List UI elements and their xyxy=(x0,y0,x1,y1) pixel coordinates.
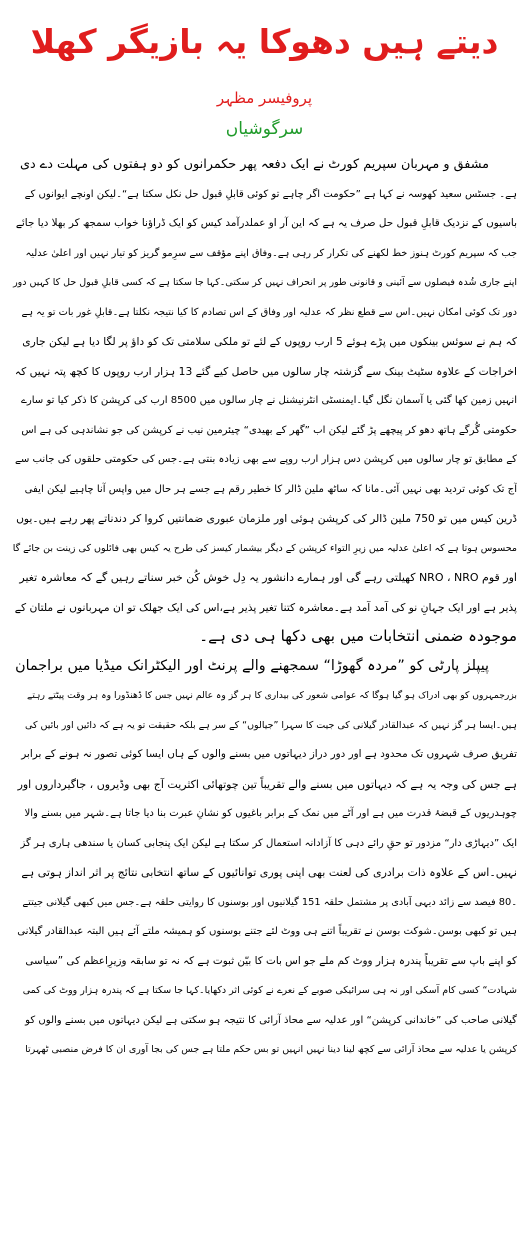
body-line: ۔80 فیصد سے زائد دیہی آبادی پر مشتمل حلقہ 151 گیلانیوں اور بوسنوں کا روایتی حلقہ ہے۔جس میں کبھی گیلانی جیتتے xyxy=(22,896,517,908)
body-line: حکومتی گُرگے ہاتھ دھو کر پیچھے پڑ گئے لیکن اب ”گھر کے بھیدی“ چیئرمین نیب نے کرپشن کی جو نشاندہی کی ہے اس xyxy=(21,424,517,436)
body-line: موجودہ ضمنی انتخابات میں بھی دکھا ہی دی ہے۔ xyxy=(199,627,517,645)
body-line: باسیوں کے نزدیک قابلِ قبول حل صرف یہ ہے کہ این آر او عملدرآمد کیس کو ایک ڈراؤنا خواب سمجھ کر بھلا دیا جائے xyxy=(15,217,517,229)
body-line: ڈرین کیس میں تو 750 ملین ڈالر کی کرپشن ہوئی اور ملزمان عبوری ضمانتیں کروا کر دندناتے پھر رہے ہیں۔یوں xyxy=(16,512,517,525)
body-line: ہیں۔ایسا ہر گز نہیں کہ عبدالقادر گیلانی کی جیت کا سہرا ”جیالوں“ کے سر ہے بلکہ حقیقت تو یہ ہے کہ دائیں اور بائیں کی xyxy=(25,719,517,731)
headline: دیتے ہیں دھوکا یہ بازیگر کھلا xyxy=(30,22,499,61)
body-line: تفریق صرف شہروں تک محدود ہے اور دور دراز دیہاتوں میں بسنے والوں کے ہاں ایسا کوئی تصور نہ ہونے کے برابر xyxy=(21,748,517,760)
body-line: ہے۔ جسٹس سعید کھوسہ نے کہا ہے ”حکومت اگر چاہے تو کوئی قابلِ قبول حل نکل سکتا ہے“۔لیکن اونچے ایوانوں کے xyxy=(24,188,517,200)
body-line: ہیں تو کبھی بوسن۔شوکت بوسن نے تقریباً اتنے ہی ووٹ لئے جتنے بوسنوں کو ہمیشہ ملتے آئے ہیں البتہ عبدالقادر گیلانی xyxy=(17,926,517,937)
body-line: پذیر ہے اور ایک جہانِ نو کی آمد آمد ہے۔معاشرہ کتنا تغیر پذیر ہے،اس کی ایک جھلک تو ان مہربانوں نے ملتان کے xyxy=(14,600,517,614)
body-line: آج تک کوئی تردید بھی نہیں آئی۔مانا کہ ساٹھ ملین ڈالر کا خطیر رقم ہے جسے ہر حال میں واپس آنا چاہیے لیکن ایفی xyxy=(24,483,517,495)
body-line: جب کہ سپریم کورٹ ہنوز خط لکھنے کی تکرار کر رہی ہے۔وفاق اپنے مؤقف سے سرِمو گریز کو تیار نہیں اور اعلیٰ عدلیہ xyxy=(25,247,517,259)
body-line: ہے جس کی وجہ یہ ہے کہ دیہاتوں میں بسنے والے تقریباً تین چوتھائی اکثریت آج بھی وڈیروں ، جاگیرداروں اور xyxy=(17,777,517,791)
body-line: انہیں زمین کھا گئی یا آسمان نگل گیا۔ایمنسٹی انٹرنیشنل نے چار سالوں میں 8500 ارب کی کرپشن کا ذکر کیا تو سارے xyxy=(20,395,517,406)
body-line: گیلانی صاحب کی ”خاندانی کرپشن“ اور عدلیہ سے محاذ آرائی کا نتیجہ ہو سکتی ہے لیکن دیہاتوں میں بسنے والوں کو xyxy=(25,1014,517,1026)
column-name: سرگوشیاں xyxy=(225,119,304,139)
body-line: شہادت“ کسی کام آسکی اور نہ ہی سرائیکی صوبے کے نعرے نے کوئی اثر دکھایا۔کہا جا سکتا ہے کہ پندرہ ہزار ووٹ کی کمی xyxy=(22,985,517,996)
body-line: کہ ہم نے سوئس بینکوں میں پڑے ہوئے 5 ارب روپوں کے لئے تو ملکی سلامتی تک کو داؤ پر لگا دیا ہے لیکن جاری xyxy=(22,335,517,348)
body-line: محسوس ہوتا ہے کہ اعلیٰ عدلیہ میں زیرِ التواء کرپشن کے دیگر بیشمار کیسز کی طرح یہ کیس بھی فائلوں کی زینت بن جائے گا xyxy=(12,542,517,554)
body-line: پیپلز پارٹی کو ”مردہ گھوڑا“ سمجھنے والے پرنٹ اور الیکٹرانک میڈیا میں براجمان xyxy=(15,657,489,674)
body-line: ایک ”دیہاڑی دار“ مزدور تو حقِ رائے دہی کا آزادانہ استعمال کر سکتا ہے لیکن ایک پنجابی کسان یا سندھی ہاری ہر گز xyxy=(20,837,517,849)
body-line: اور قوم NRO ، NRO کھیلتی رہے گی اور ہمارے دانشور یہ دِل خوش کُن خبر سناتے رہیں گے کہ معاشرہ تغیر xyxy=(19,571,517,584)
body-line: کو اپنے باپ سے تقریباً پندرہ ہزار ووٹ کم ملے جو اس بات کا بیّن ثبوت ہے کہ نہ تو سابقہ وزیرِاعظم کی ”سیاسی xyxy=(25,954,517,967)
body-line: کرپشن یا عدلیہ سے محاذ آرائی سے کچھ لینا دینا نہیں انہیں تو بس حکم ملتا ہے جس کی بجا آوری ان کا فرض منصبی ٹھہرتا xyxy=(25,1044,517,1055)
body-line: دور تک کوئی امکان نہیں۔اس سے قطع نظر کہ عدلیہ اور وفاق کے اس تصادم کا کیا نتیجہ نکلتا ہے۔قابلِ غور بات تو یہ ہے xyxy=(21,306,517,318)
body-line: اخراجات کے علاوہ سٹیٹ بینک سے گزشتہ چار سالوں میں حاصل کیے گئے 13 ہزار ارب روپوں کا کچھ پتہ نہیں کہ xyxy=(14,364,517,378)
body-line: نہیں۔اس کے علاوہ ذات برادری کی لعنت بھی اپنی پوری توانائیوں کے ساتھ انتخابی نتائج پر اثر انداز ہوتی ہے xyxy=(21,866,517,879)
body-line: بزرجمہروں کو بھی ادراک ہو گیا ہوگا کہ عوامی شعور کی بیداری کا ہر گز وہ عالم نہیں جس کا ڈھنڈورا وہ ہر وقت پیٹتے رہتے xyxy=(27,690,517,701)
article-body xyxy=(12,150,517,1065)
body-line: مشفق و مہربان سپریم کورٹ نے ایک دفعہ پھر حکمرانوں کو دو ہفتوں کی مہلت دے دی xyxy=(19,157,489,172)
body-line: اپنے جاری شُدہ فیصلوں سے آئینی و قانونی طور پر انحراف نہیں کر سکتی۔کہا جا سکتا ہے کہ کسی قابلِ قبول حل کا کہیں دور xyxy=(13,277,517,288)
author-name: پروفیسر مظہر xyxy=(216,89,313,107)
body-line: چوہدریوں کے قبضۂ قدرت میں ہے اور آٹے میں نمک کے برابر باغیوں کو نشانِ عبرت بنا دیا جاتا ہے۔شہر میں بسنے والا xyxy=(24,808,517,819)
body-line: کے مطابق تو چار سالوں میں کرپشن دس ہزار ارب روپے سے بھی زیادہ بنتی ہے۔جس کی حکومتی حلقوں کی جانب سے xyxy=(14,454,517,465)
